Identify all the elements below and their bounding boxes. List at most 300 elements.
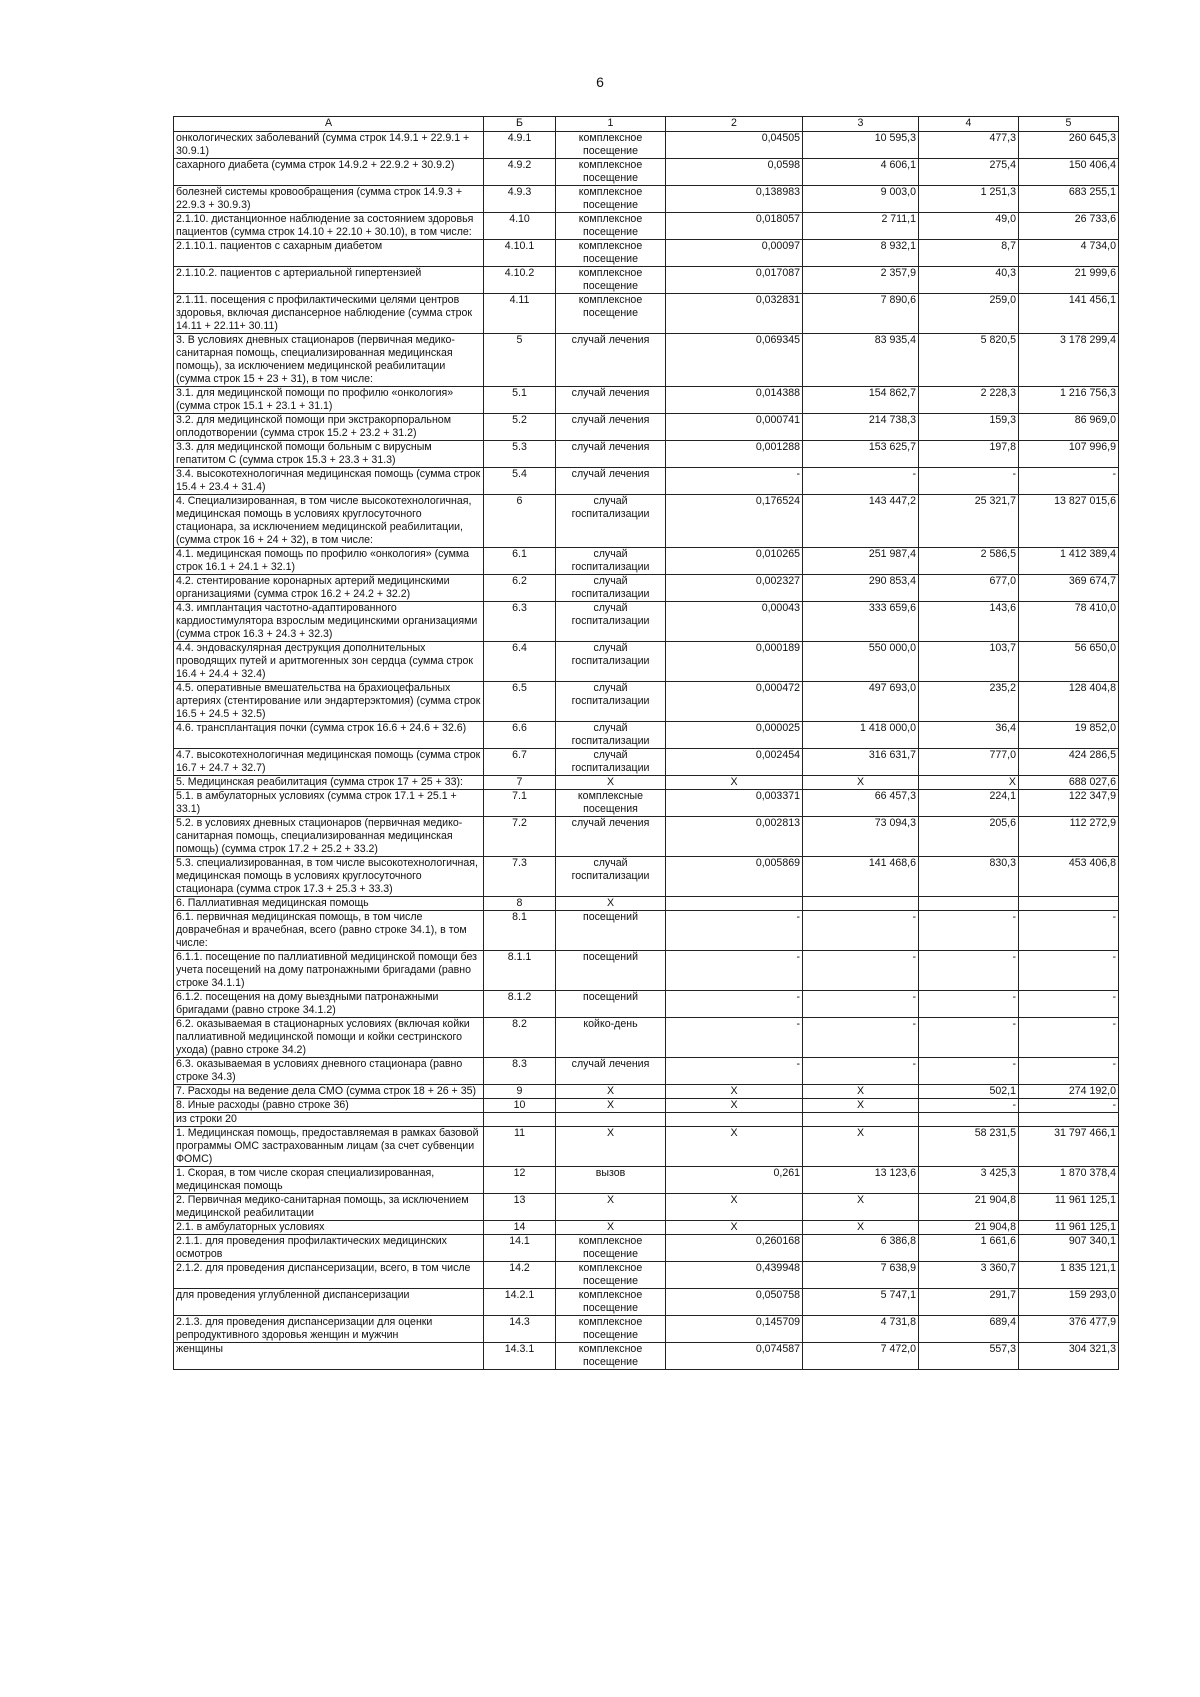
col4-cell: 2 586,5 (919, 548, 1019, 575)
col2-cell: X (666, 1085, 803, 1099)
unit-cell: X (556, 776, 666, 790)
row-name-cell: 4.2. стентирование коронарных артерий медицинскими организациями (сумма строк 16.2 + 24.2 + 32.2) (174, 575, 484, 602)
col2-cell: 0,005869 (666, 857, 803, 897)
col3-cell (803, 1113, 919, 1127)
col5-cell: 128 404,8 (1019, 682, 1119, 722)
col2-cell: 0,010265 (666, 548, 803, 575)
page-number: 6 (596, 74, 604, 90)
col5-cell: 376 477,9 (1019, 1316, 1119, 1343)
row-name-cell: 2.1.2. для проведения диспансеризации, всего, в том числе (174, 1262, 484, 1289)
col5-cell: 13 827 015,6 (1019, 495, 1119, 548)
col5-cell: 1 216 756,3 (1019, 387, 1119, 414)
header-row (174, 117, 1119, 132)
col2-cell (666, 897, 803, 911)
col5-cell: 907 340,1 (1019, 1235, 1119, 1262)
unit-cell: случай госпитализации (556, 495, 666, 548)
table-row (174, 132, 1119, 159)
row-name-cell: 4.4. эндоваскулярная деструкция дополнительных проводящих путей и аритмогенных зон сердца (сумма строк 16.4 + 24.4 + 32.4) (174, 642, 484, 682)
col3-cell: - (803, 991, 919, 1018)
row-code-cell: 6.1 (484, 548, 556, 575)
unit-cell: вызов (556, 1167, 666, 1194)
col2-cell: - (666, 991, 803, 1018)
col3-cell: X (803, 1221, 919, 1235)
col5-cell: - (1019, 991, 1119, 1018)
table-row (174, 1316, 1119, 1343)
row-code-cell: 6.5 (484, 682, 556, 722)
col2-cell: 0,017087 (666, 267, 803, 294)
row-name-cell: 6.1.2. посещения на дому выездными патронажными бригадами (равно строке 34.1.2) (174, 991, 484, 1018)
unit-cell: комплексное посещение (556, 132, 666, 159)
table-row (174, 548, 1119, 575)
row-name-cell: 2.1.11. посещения с профилактическими целями центров здоровья, включая диспансерное наблюдение (сумма строк 14.11 + 22.11+ 30.11) (174, 294, 484, 334)
col2-cell: 0,018057 (666, 213, 803, 240)
table-row (174, 1194, 1119, 1221)
col4-cell: 49,0 (919, 213, 1019, 240)
unit-cell: случай госпитализации (556, 602, 666, 642)
row-code-cell: 5.4 (484, 468, 556, 495)
col3-cell: 8 932,1 (803, 240, 919, 267)
col3-cell: 316 631,7 (803, 749, 919, 776)
col4-cell: 159,3 (919, 414, 1019, 441)
col5-cell: 78 410,0 (1019, 602, 1119, 642)
col5-cell: 688 027,6 (1019, 776, 1119, 790)
col3-cell: X (803, 1127, 919, 1167)
col5-cell: 31 797 466,1 (1019, 1127, 1119, 1167)
table-row (174, 213, 1119, 240)
col3-cell: 251 987,4 (803, 548, 919, 575)
row-name-cell: 6.1.1. посещение по паллиативной медицинской помощи без учета посещений на дому патронажными бригадами (равно строке 34.1.1) (174, 951, 484, 991)
unit-cell: комплексное посещение (556, 1343, 666, 1370)
col4-cell: 8,7 (919, 240, 1019, 267)
col4-cell: 5 820,5 (919, 334, 1019, 387)
col4-cell: 21 904,8 (919, 1194, 1019, 1221)
unit-cell: случай госпитализации (556, 548, 666, 575)
row-code-cell: 8.1 (484, 911, 556, 951)
col2-cell: 0,176524 (666, 495, 803, 548)
col3-cell: X (803, 1099, 919, 1113)
col5-cell: 26 733,6 (1019, 213, 1119, 240)
col5-cell: - (1019, 468, 1119, 495)
row-name-cell: 2.1.1. для проведения профилактических медицинских осмотров (174, 1235, 484, 1262)
row-name-cell: 2. Первичная медико-санитарная помощь, за исключением медицинской реабилитации (174, 1194, 484, 1221)
col2-cell: 0,145709 (666, 1316, 803, 1343)
header-cell: 5 (1019, 117, 1119, 132)
col2-cell: 0,00097 (666, 240, 803, 267)
table-row (174, 991, 1119, 1018)
col3-cell: 7 472,0 (803, 1343, 919, 1370)
row-name-cell: для проведения углубленной диспансеризации (174, 1289, 484, 1316)
unit-cell: случай лечения (556, 334, 666, 387)
row-code-cell: 14.2.1 (484, 1289, 556, 1316)
row-name-cell: 2.1.10.1. пациентов с сахарным диабетом (174, 240, 484, 267)
col5-cell: 453 406,8 (1019, 857, 1119, 897)
table-row (174, 722, 1119, 749)
unit-cell: случай госпитализации (556, 642, 666, 682)
col4-cell (919, 897, 1019, 911)
row-code-cell: 14.2 (484, 1262, 556, 1289)
unit-cell: X (556, 1127, 666, 1167)
row-name-cell: 6. Паллиативная медицинская помощь (174, 897, 484, 911)
data-table (173, 116, 1119, 1370)
col4-cell: 235,2 (919, 682, 1019, 722)
col3-cell: 333 659,6 (803, 602, 919, 642)
col5-cell: 424 286,5 (1019, 749, 1119, 776)
col5-cell: 304 321,3 (1019, 1343, 1119, 1370)
table-row (174, 911, 1119, 951)
col5-cell: 150 406,4 (1019, 159, 1119, 186)
col3-cell: 5 747,1 (803, 1289, 919, 1316)
col3-cell: 10 595,3 (803, 132, 919, 159)
table-row (174, 1085, 1119, 1099)
row-code-cell: 4.11 (484, 294, 556, 334)
col5-cell: 19 852,0 (1019, 722, 1119, 749)
col5-cell: 260 645,3 (1019, 132, 1119, 159)
col2-cell: 0,002813 (666, 817, 803, 857)
col3-cell: 6 386,8 (803, 1235, 919, 1262)
table-row (174, 1262, 1119, 1289)
row-name-cell: 4.3. имплантация частотно-адаптированного кардиостимулятора взрослым медицинскими организациями (сумма строк 16.3 + 24.3 + 32.3) (174, 602, 484, 642)
col3-cell: 9 003,0 (803, 186, 919, 213)
col4-cell: 777,0 (919, 749, 1019, 776)
col4-cell: 197,8 (919, 441, 1019, 468)
col3-cell: 497 693,0 (803, 682, 919, 722)
unit-cell: комплексное посещение (556, 1289, 666, 1316)
table-row (174, 267, 1119, 294)
unit-cell: посещений (556, 911, 666, 951)
col4-cell: - (919, 468, 1019, 495)
unit-cell: случай лечения (556, 817, 666, 857)
col3-cell: 154 862,7 (803, 387, 919, 414)
col4-cell: 3 425,3 (919, 1167, 1019, 1194)
row-code-cell: 14 (484, 1221, 556, 1235)
row-code-cell: 8.3 (484, 1058, 556, 1085)
col2-cell: 0,074587 (666, 1343, 803, 1370)
col2-cell: 0,04505 (666, 132, 803, 159)
col4-cell: - (919, 991, 1019, 1018)
col4-cell: - (919, 911, 1019, 951)
col4-cell: 224,1 (919, 790, 1019, 817)
col5-cell: 369 674,7 (1019, 575, 1119, 602)
col4-cell: 689,4 (919, 1316, 1019, 1343)
col5-cell: 21 999,6 (1019, 267, 1119, 294)
row-code-cell: 14.1 (484, 1235, 556, 1262)
col2-cell: X (666, 776, 803, 790)
col5-cell: 1 835 121,1 (1019, 1262, 1119, 1289)
col3-cell: 153 625,7 (803, 441, 919, 468)
row-code-cell: 8.2 (484, 1018, 556, 1058)
col4-cell: - (919, 1099, 1019, 1113)
unit-cell: комплексное посещение (556, 294, 666, 334)
row-code-cell: 12 (484, 1167, 556, 1194)
unit-cell: случай лечения (556, 441, 666, 468)
col3-cell: 290 853,4 (803, 575, 919, 602)
col5-cell: - (1019, 1099, 1119, 1113)
header-cell: 4 (919, 117, 1019, 132)
table-row (174, 790, 1119, 817)
table-row (174, 387, 1119, 414)
row-code-cell: 7.1 (484, 790, 556, 817)
row-code-cell: 5.3 (484, 441, 556, 468)
col5-cell: - (1019, 1018, 1119, 1058)
table-row (174, 1113, 1119, 1127)
row-name-cell: 5. Медицинская реабилитация (сумма строк 17 + 25 + 33): (174, 776, 484, 790)
row-name-cell: из строки 20 (174, 1113, 484, 1127)
row-name-cell: 1. Медицинская помощь, предоставляемая в рамках базовой программы ОМС застрахованным лицам (за счет субвенции ФОМС) (174, 1127, 484, 1167)
row-name-cell: 6.3. оказываемая в условиях дневного стационара (равно строке 34.3) (174, 1058, 484, 1085)
col2-cell: 0,069345 (666, 334, 803, 387)
row-name-cell: 2.1. в амбулаторных условиях (174, 1221, 484, 1235)
row-name-cell: 5.1. в амбулаторных условиях (сумма строк 17.1 + 25.1 + 33.1) (174, 790, 484, 817)
row-name-cell: женщины (174, 1343, 484, 1370)
row-code-cell: 6.4 (484, 642, 556, 682)
header-cell: 3 (803, 117, 919, 132)
row-code-cell: 7 (484, 776, 556, 790)
table-row (174, 240, 1119, 267)
col2-cell: 0,260168 (666, 1235, 803, 1262)
row-name-cell: 3. В условиях дневных стационаров (первичная медико-санитарная помощь, специализированная медицинская помощь), за исключением медицинской реабилитации (сумма строк 15 + 23 + 31), в том числе: (174, 334, 484, 387)
table-row (174, 776, 1119, 790)
header-cell: 1 (556, 117, 666, 132)
col5-cell: 11 961 125,1 (1019, 1194, 1119, 1221)
col5-cell: 11 961 125,1 (1019, 1221, 1119, 1235)
unit-cell: случай госпитализации (556, 722, 666, 749)
unit-cell: случай лечения (556, 414, 666, 441)
row-code-cell: 5.1 (484, 387, 556, 414)
col5-cell (1019, 1113, 1119, 1127)
row-code-cell: 7.3 (484, 857, 556, 897)
col2-cell: 0,0598 (666, 159, 803, 186)
row-name-cell: 3.2. для медицинской помощи при экстракорпоральном оплодотворении (сумма строк 15.2 + 23.2 + 31.2) (174, 414, 484, 441)
col2-cell: 0,261 (666, 1167, 803, 1194)
col5-cell: 3 178 299,4 (1019, 334, 1119, 387)
table-row (174, 495, 1119, 548)
col5-cell: 86 969,0 (1019, 414, 1119, 441)
row-code-cell: 9 (484, 1085, 556, 1099)
unit-cell: комплексные посещения (556, 790, 666, 817)
col2-cell: 0,014388 (666, 387, 803, 414)
row-code-cell: 6.2 (484, 575, 556, 602)
col3-cell: X (803, 1194, 919, 1221)
col5-cell: 1 870 378,4 (1019, 1167, 1119, 1194)
row-code-cell: 4.10 (484, 213, 556, 240)
col3-cell: - (803, 1058, 919, 1085)
col5-cell: 141 456,1 (1019, 294, 1119, 334)
col5-cell: 112 272,9 (1019, 817, 1119, 857)
unit-cell: комплексное посещение (556, 267, 666, 294)
table-row (174, 1099, 1119, 1113)
unit-cell: посещений (556, 951, 666, 991)
table-row (174, 159, 1119, 186)
row-name-cell: 4.7. высокотехнологичная медицинская помощь (сумма строк 16.7 + 24.7 + 32.7) (174, 749, 484, 776)
row-name-cell: 4.1. медицинская помощь по профилю «онкология» (сумма строк 16.1 + 24.1 + 32.1) (174, 548, 484, 575)
unit-cell: койко-день (556, 1018, 666, 1058)
col3-cell: 2 357,9 (803, 267, 919, 294)
row-code-cell: 8 (484, 897, 556, 911)
row-code-cell: 8.1.2 (484, 991, 556, 1018)
col3-cell: 66 457,3 (803, 790, 919, 817)
col2-cell: 0,050758 (666, 1289, 803, 1316)
col2-cell (666, 1113, 803, 1127)
unit-cell: комплексное посещение (556, 240, 666, 267)
row-code-cell: 4.10.2 (484, 267, 556, 294)
unit-cell: комплексное посещение (556, 1262, 666, 1289)
col4-cell: 557,3 (919, 1343, 1019, 1370)
row-name-cell: сахарного диабета (сумма строк 14.9.2 + 22.9.2 + 30.9.2) (174, 159, 484, 186)
table-row (174, 414, 1119, 441)
col3-cell: - (803, 1018, 919, 1058)
table-row (174, 897, 1119, 911)
col2-cell: 0,003371 (666, 790, 803, 817)
col2-cell: 0,000025 (666, 722, 803, 749)
row-name-cell: 2.1.10. дистанционное наблюдение за состоянием здоровья пациентов (сумма строк 14.10 + 22.10 + 30.10), в том числе: (174, 213, 484, 240)
row-code-cell: 6 (484, 495, 556, 548)
row-code-cell: 6.6 (484, 722, 556, 749)
row-name-cell: 3.4. высокотехнологичная медицинская помощь (сумма строк 15.4 + 23.4 + 31.4) (174, 468, 484, 495)
col4-cell: 1 251,3 (919, 186, 1019, 213)
col4-cell: 291,7 (919, 1289, 1019, 1316)
unit-cell: X (556, 1194, 666, 1221)
col2-cell: 0,032831 (666, 294, 803, 334)
table-row (174, 294, 1119, 334)
unit-cell: комплексное посещение (556, 186, 666, 213)
col3-cell: 7 890,6 (803, 294, 919, 334)
unit-cell: X (556, 1085, 666, 1099)
col2-cell: 0,00043 (666, 602, 803, 642)
col2-cell: 0,000472 (666, 682, 803, 722)
row-code-cell: 13 (484, 1194, 556, 1221)
table-row (174, 1058, 1119, 1085)
table-row (174, 642, 1119, 682)
row-name-cell: 3.1. для медицинской помощи по профилю «онкология» (сумма строк 15.1 + 23.1 + 31.1) (174, 387, 484, 414)
row-code-cell: 14.3.1 (484, 1343, 556, 1370)
table-row (174, 468, 1119, 495)
col4-cell: 477,3 (919, 132, 1019, 159)
unit-cell: случай госпитализации (556, 682, 666, 722)
col4-cell: 2 228,3 (919, 387, 1019, 414)
table-row (174, 186, 1119, 213)
row-code-cell (484, 1113, 556, 1127)
col3-cell: 4 606,1 (803, 159, 919, 186)
col4-cell: 40,3 (919, 267, 1019, 294)
row-name-cell: 4.5. оперативные вмешательства на брахиоцефальных артериях (стентирование или эндартерэктомия) (сумма строк 16.5 + 24.5 + 32.5) (174, 682, 484, 722)
row-name-cell: 5.3. специализированная, в том числе высокотехнологичная, медицинская помощь в условиях круглосуточного стационара (сумма строк 17.3 + 25.3 + 33.3) (174, 857, 484, 897)
col2-cell: 0,002327 (666, 575, 803, 602)
col4-cell: 58 231,5 (919, 1127, 1019, 1167)
col4-cell: 103,7 (919, 642, 1019, 682)
table-row (174, 602, 1119, 642)
col5-cell: 274 192,0 (1019, 1085, 1119, 1099)
col3-cell: 1 418 000,0 (803, 722, 919, 749)
row-code-cell: 4.9.3 (484, 186, 556, 213)
col2-cell: - (666, 951, 803, 991)
col2-cell: 0,000189 (666, 642, 803, 682)
col4-cell: - (919, 951, 1019, 991)
table-row (174, 749, 1119, 776)
row-code-cell: 4.9.2 (484, 159, 556, 186)
row-name-cell: 2.1.3. для проведения диспансеризации для оценки репродуктивного здоровья женщин и мужчин (174, 1316, 484, 1343)
col3-cell: X (803, 776, 919, 790)
col2-cell: - (666, 468, 803, 495)
row-code-cell: 8.1.1 (484, 951, 556, 991)
row-name-cell: 4. Специализированная, в том числе высокотехнологичная, медицинская помощь в условиях круглосуточного стационара, за исключением медицинской реабилитации, (сумма строк 16 + 24 + 32), в том числе: (174, 495, 484, 548)
unit-cell: случай лечения (556, 387, 666, 414)
table-row (174, 1167, 1119, 1194)
row-name-cell: 4.6. трансплантация почки (сумма строк 16.6 + 24.6 + 32.6) (174, 722, 484, 749)
header-cell: 2 (666, 117, 803, 132)
col4-cell: 143,6 (919, 602, 1019, 642)
col3-cell: 141 468,6 (803, 857, 919, 897)
col5-cell: - (1019, 911, 1119, 951)
row-name-cell: 1. Скорая, в том числе скорая специализированная, медицинская помощь (174, 1167, 484, 1194)
col4-cell: 677,0 (919, 575, 1019, 602)
unit-cell: случай госпитализации (556, 857, 666, 897)
col3-cell: - (803, 951, 919, 991)
col3-cell: - (803, 468, 919, 495)
table-row (174, 682, 1119, 722)
col3-cell: 4 731,8 (803, 1316, 919, 1343)
table-row (174, 951, 1119, 991)
col3-cell: 214 738,3 (803, 414, 919, 441)
col2-cell: 0,138983 (666, 186, 803, 213)
col5-cell: - (1019, 1058, 1119, 1085)
col3-cell: 2 711,1 (803, 213, 919, 240)
col4-cell: 275,4 (919, 159, 1019, 186)
table-row (174, 575, 1119, 602)
col4-cell: - (919, 1058, 1019, 1085)
row-name-cell: 6.1. первичная медицинская помощь, в том числе доврачебная и врачебная, всего (равно строке 34.1), в том числе: (174, 911, 484, 951)
col4-cell: X (919, 776, 1019, 790)
col5-cell: 1 412 389,4 (1019, 548, 1119, 575)
col5-cell (1019, 897, 1119, 911)
unit-cell: комплексное посещение (556, 159, 666, 186)
header-cell: А (174, 117, 484, 132)
col4-cell: 830,3 (919, 857, 1019, 897)
col4-cell: 205,6 (919, 817, 1019, 857)
unit-cell: комплексное посещение (556, 1235, 666, 1262)
col3-cell: 550 000,0 (803, 642, 919, 682)
col2-cell: - (666, 1058, 803, 1085)
col2-cell: X (666, 1194, 803, 1221)
col3-cell: - (803, 911, 919, 951)
col3-cell: 13 123,6 (803, 1167, 919, 1194)
col2-cell: X (666, 1099, 803, 1113)
col5-cell: 107 996,9 (1019, 441, 1119, 468)
unit-cell (556, 1113, 666, 1127)
header-cell: Б (484, 117, 556, 132)
unit-cell: комплексное посещение (556, 1316, 666, 1343)
unit-cell: случай лечения (556, 1058, 666, 1085)
unit-cell: комплексное посещение (556, 213, 666, 240)
row-name-cell: 8. Иные расходы (равно строке 36) (174, 1099, 484, 1113)
row-code-cell: 6.3 (484, 602, 556, 642)
col5-cell: 4 734,0 (1019, 240, 1119, 267)
col2-cell: X (666, 1221, 803, 1235)
col3-cell: 73 094,3 (803, 817, 919, 857)
col5-cell: 683 255,1 (1019, 186, 1119, 213)
col5-cell: 122 347,9 (1019, 790, 1119, 817)
col3-cell (803, 897, 919, 911)
row-name-cell: 5.2. в условиях дневных стационаров (первичная медико-санитарная помощь, специализированная медицинская помощь) (сумма строк 17.2 + 25.2 + 33.2) (174, 817, 484, 857)
row-code-cell: 7.2 (484, 817, 556, 857)
row-name-cell: 3.3. для медицинской помощи больным с вирусным гепатитом С (сумма строк 15.3 + 23.3 + 31.3) (174, 441, 484, 468)
col4-cell: - (919, 1018, 1019, 1058)
row-name-cell: онкологических заболеваний (сумма строк 14.9.1 + 22.9.1 + 30.9.1) (174, 132, 484, 159)
row-name-cell: болезней системы кровообращения (сумма строк 14.9.3 + 22.9.3 + 30.9.3) (174, 186, 484, 213)
row-code-cell: 5.2 (484, 414, 556, 441)
col4-cell: 25 321,7 (919, 495, 1019, 548)
table-row (174, 1343, 1119, 1370)
col4-cell: 259,0 (919, 294, 1019, 334)
